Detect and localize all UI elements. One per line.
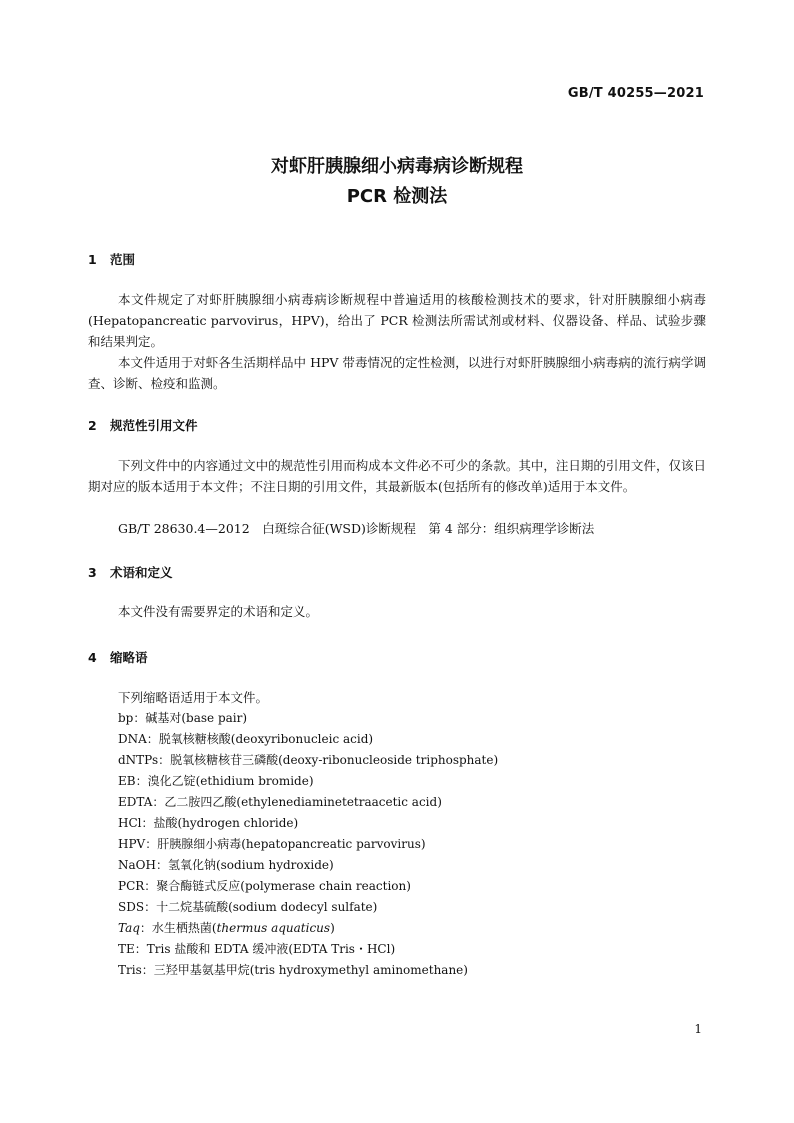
abbreviation-intro: 下列缩略语适用于本文件。 (118, 690, 269, 705)
abbreviation-item: SDS：十二烷基硫酸(sodium dodecyl sulfate) (118, 900, 378, 914)
section-title: 范围 (110, 252, 136, 267)
section-number: 2 (88, 418, 97, 433)
section-heading-abbreviations (88, 648, 148, 666)
section-number: 1 (88, 252, 97, 267)
abbreviation-item: dNTPs：脱氧核糖核苷三磷酸(deoxy-ribonucleoside triphosphate) (118, 753, 499, 767)
section-heading-terms (88, 563, 173, 581)
abbreviation-item: HCl：盐酸(hydrogen chloride) (118, 816, 299, 830)
reference-entry: GB/T 28630.4—2012 白斑综合征(WSD)诊断规程 第 4 部分：组织病理学诊断法 (118, 521, 595, 536)
section-title: 术语和定义 (110, 565, 173, 580)
abbreviation-item: Tris：三羟甲基氨基甲烷(tris hydroxymethyl aminomethane) (118, 963, 468, 977)
paragraph: 下列文件中的内容通过文中的规范性引用而构成本文件必不可少的条款。其中，注日期的引用文件，仅该日期对应的版本适用于本文件；不注日期的引用文件，其最新版本(包括所有的修改单)适用于本文件。 (88, 458, 706, 494)
abbreviation-item: TE：Tris 盐酸和 EDTA 缓冲液(EDTA Tris・HCl) (118, 942, 396, 956)
section-title: 规范性引用文件 (110, 418, 198, 433)
paragraph: 本文件规定了对虾肝胰腺细小病毒病诊断规程中普遍适用的核酸检测技术的要求，针对肝胰腺细小病毒(Hepatopancreatic parvovirus，HPV)，给出了 PCR 检测法所需试剂或材料、仪器设备、样品、试验步骤和结果判定。 (88, 292, 706, 349)
paragraph: 本文件适用于对虾各生活期样品中 HPV 带毒情况的定性检测，以进行对虾肝胰腺细小病毒病的流行病学调查、诊断、检疫和监测。 (88, 355, 706, 391)
abbreviation-item: PCR：聚合酶链式反应(polymerase chain reaction) (118, 879, 411, 893)
abbreviation-item: Taq：水生栖热菌(thermus aquaticus) (118, 921, 335, 935)
abbreviation-item: NaOH：氢氧化钠(sodium hydroxide) (118, 858, 334, 872)
document-subtitle: PCR 检测法 (346, 186, 448, 207)
abbreviation-item: DNA：脱氧核糖核酸(deoxyribonucleic acid) (118, 732, 374, 746)
abbreviation-item: HPV：肝胰腺细小病毒(hepatopancreatic parvovirus) (118, 837, 426, 851)
section-number: 3 (88, 565, 97, 580)
standard-code: GB/T 40255—2021 (567, 86, 704, 101)
section-number: 4 (88, 650, 97, 665)
abbreviation-item: EDTA：乙二胺四乙酸(ethylenediaminetetraacetic acid) (118, 795, 442, 809)
page-number: 1 (694, 1022, 702, 1036)
abbreviation-item: bp：碱基对(base pair) (118, 711, 248, 725)
section-heading-scope (88, 250, 135, 268)
section-heading-normative-references (88, 416, 198, 434)
section-title: 缩略语 (110, 650, 148, 665)
abbreviation-item: EB：溴化乙锭(ethidium bromide) (118, 774, 314, 788)
document-title: 对虾肝胰腺细小病毒病诊断规程 (271, 156, 523, 177)
paragraph: 本文件没有需要界定的术语和定义。 (118, 604, 319, 619)
